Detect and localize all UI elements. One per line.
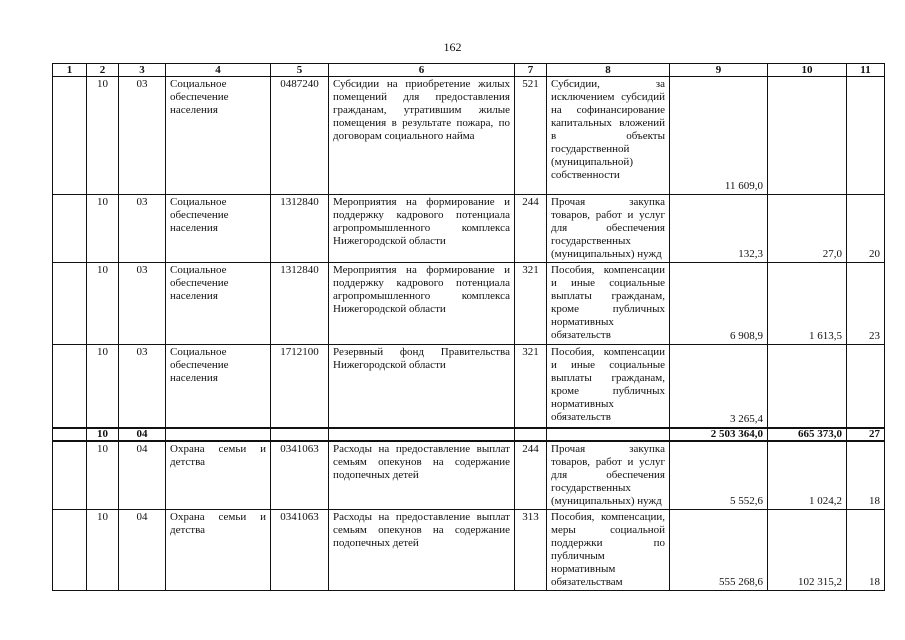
header-cell: 10 — [768, 64, 847, 77]
cell-c1 — [53, 195, 87, 263]
cell-expense-code: 321 — [515, 345, 547, 428]
cell-expense-name: Пособия, компенсации, меры социальной поддержки по публичным нормативным обязательствам — [547, 509, 670, 590]
cell-c1 — [53, 441, 87, 510]
cell-target-code: 0487240 — [271, 77, 329, 195]
header-cell: 2 — [87, 64, 119, 77]
cell-target-code: 1312840 — [271, 263, 329, 345]
cell-expense-code: 313 — [515, 509, 547, 590]
cell-amount: 11 609,0 — [670, 77, 768, 195]
page-number: 162 — [443, 40, 462, 54]
cell-section-name — [166, 428, 271, 441]
cell-amount-2 — [768, 345, 847, 428]
table-row — [53, 195, 885, 263]
cell-target-code: 1712100 — [271, 345, 329, 428]
cell-subsection: 04 — [119, 428, 166, 441]
table-row — [53, 263, 885, 345]
cell-expense-code: 244 — [515, 441, 547, 510]
budget-table — [52, 63, 885, 591]
cell-section: 10 — [87, 428, 119, 441]
cell-percent: 18 — [847, 441, 885, 510]
cell-c1 — [53, 77, 87, 195]
header-cell: 3 — [119, 64, 166, 77]
header-cell: 8 — [547, 64, 670, 77]
cell-section: 10 — [87, 345, 119, 428]
cell-c1 — [53, 509, 87, 590]
cell-percent: 27 — [847, 428, 885, 441]
cell-target-name: Расходы на предоставление выплат семьям опекунов на содержание подопечных детей — [329, 509, 515, 590]
cell-expense-name — [547, 428, 670, 441]
header-cell: 11 — [847, 64, 885, 77]
header-cell: 5 — [271, 64, 329, 77]
cell-expense-code: 244 — [515, 195, 547, 263]
cell-target-code: 0341063 — [271, 441, 329, 510]
header-cell: 6 — [329, 64, 515, 77]
cell-percent: 20 — [847, 195, 885, 263]
header-cell: 4 — [166, 64, 271, 77]
cell-section-name: Социальное обеспечение населения — [166, 195, 271, 263]
cell-section-name: Социальное обеспечение населения — [166, 263, 271, 345]
cell-section: 10 — [87, 509, 119, 590]
cell-expense-code: 321 — [515, 263, 547, 345]
cell-amount-2: 665 373,0 — [768, 428, 847, 441]
cell-c1 — [53, 345, 87, 428]
cell-amount: 6 908,9 — [670, 263, 768, 345]
cell-target-name: Мероприятия на формирование и поддержку кадрового потенциала агропромышленного комплекса Нижегородской области — [329, 195, 515, 263]
cell-target-code — [271, 428, 329, 441]
cell-amount: 5 552,6 — [670, 441, 768, 510]
cell-amount: 3 265,4 — [670, 345, 768, 428]
table-row — [53, 345, 885, 428]
cell-amount: 555 268,6 — [670, 509, 768, 590]
cell-amount-2: 27,0 — [768, 195, 847, 263]
cell-target-name: Расходы на предоставление выплат семьям опекунов на содержание подопечных детей — [329, 441, 515, 510]
cell-section: 10 — [87, 263, 119, 345]
cell-subsection: 03 — [119, 345, 166, 428]
header-cell: 9 — [670, 64, 768, 77]
cell-amount: 132,3 — [670, 195, 768, 263]
cell-section: 10 — [87, 441, 119, 510]
cell-amount: 2 503 364,0 — [670, 428, 768, 441]
cell-amount-2: 102 315,2 — [768, 509, 847, 590]
cell-expense-name: Пособия, компенсации и иные социальные выплаты гражданам, кроме публичных нормативных обязательств — [547, 263, 670, 345]
cell-amount-2: 1 024,2 — [768, 441, 847, 510]
cell-expense-name: Прочая закупка товаров, работ и услуг для обеспечения государственных (муниципальных) нужд — [547, 195, 670, 263]
cell-section-name: Социальное обеспечение населения — [166, 345, 271, 428]
cell-c1 — [53, 263, 87, 345]
cell-expense-name: Субсидии, за исключением субсидий на софинансирование капитальных вложений в объекты государственной (муниципальной) собственности — [547, 77, 670, 195]
cell-section-name: Охрана семьи и детства — [166, 509, 271, 590]
cell-expense-code — [515, 428, 547, 441]
cell-expense-name: Прочая закупка товаров, работ и услуг для обеспечения государственных (муниципальных) нужд — [547, 441, 670, 510]
cell-section: 10 — [87, 195, 119, 263]
cell-target-name — [329, 428, 515, 441]
cell-target-code: 1312840 — [271, 195, 329, 263]
table-row — [53, 441, 885, 510]
cell-section-name: Социальное обеспечение населения — [166, 77, 271, 195]
cell-percent: 18 — [847, 509, 885, 590]
subtotal-row — [53, 428, 885, 441]
header-row — [53, 64, 885, 77]
cell-section-name: Охрана семьи и детства — [166, 441, 271, 510]
cell-section: 10 — [87, 77, 119, 195]
cell-amount-2 — [768, 77, 847, 195]
cell-subsection: 04 — [119, 441, 166, 510]
table-row — [53, 77, 885, 195]
cell-target-name: Резервный фонд Правительства Нижегородской области — [329, 345, 515, 428]
cell-subsection: 03 — [119, 77, 166, 195]
cell-target-code: 0341063 — [271, 509, 329, 590]
cell-subsection: 04 — [119, 509, 166, 590]
cell-c1 — [53, 428, 87, 441]
cell-percent: 23 — [847, 263, 885, 345]
header-cell: 1 — [53, 64, 87, 77]
cell-amount-2: 1 613,5 — [768, 263, 847, 345]
cell-percent — [847, 345, 885, 428]
header-cell: 7 — [515, 64, 547, 77]
cell-subsection: 03 — [119, 263, 166, 345]
cell-target-name: Мероприятия на формирование и поддержку кадрового потенциала агропромышленного комплекса Нижегородской области — [329, 263, 515, 345]
cell-expense-code: 521 — [515, 77, 547, 195]
cell-subsection: 03 — [119, 195, 166, 263]
cell-percent — [847, 77, 885, 195]
cell-target-name: Субсидии на приобретение жилых помещений для предоставления гражданам, утратившим жилые помещения в результате пожара, по договорам социального найма — [329, 77, 515, 195]
cell-expense-name: Пособия, компенсации и иные социальные выплаты гражданам, кроме публичных нормативных обязательств — [547, 345, 670, 428]
table-row — [53, 509, 885, 590]
